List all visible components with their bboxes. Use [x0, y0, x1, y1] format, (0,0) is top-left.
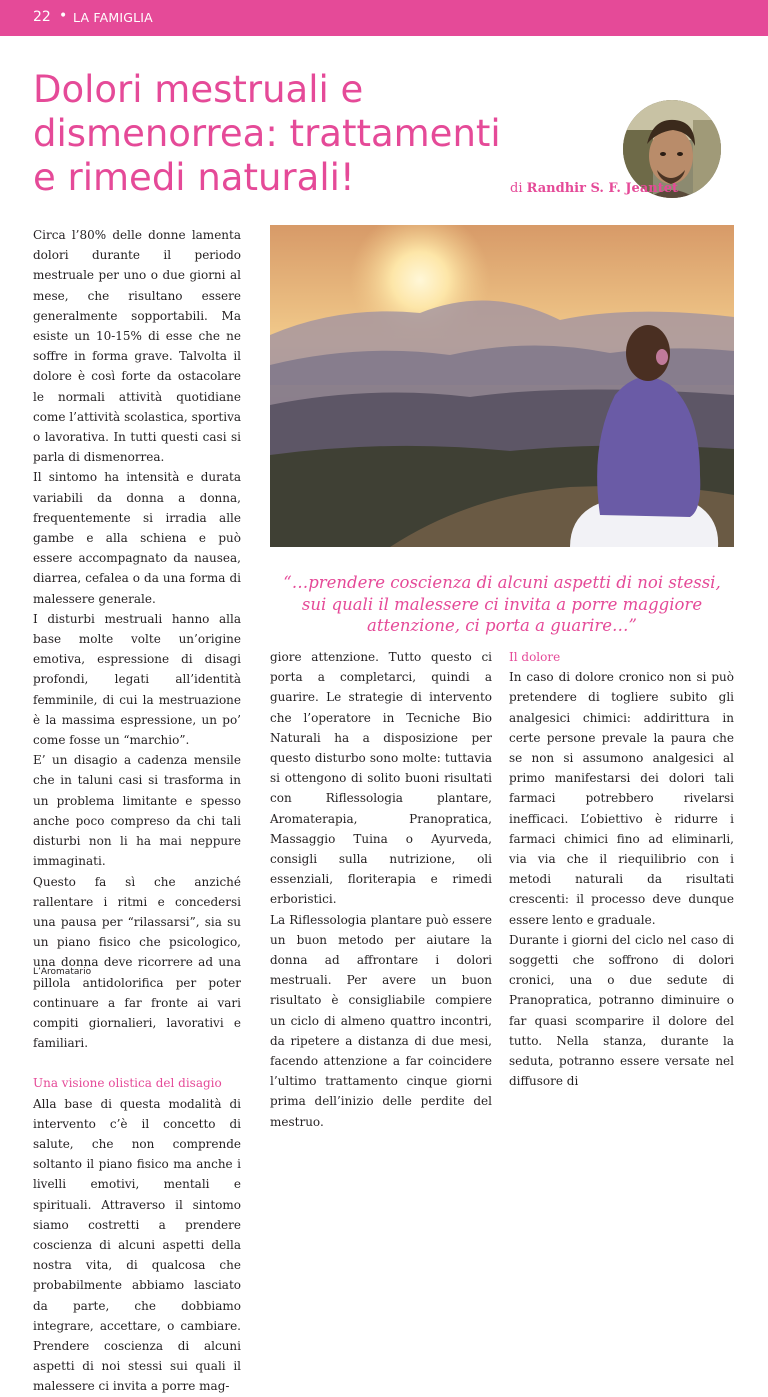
pull-quote	[270, 572, 734, 637]
meditating-woman-sunset-illustration	[270, 225, 734, 547]
section-label: LA FAMIGLIA	[73, 10, 153, 25]
title-line: dismenorrea: trattamenti	[33, 112, 501, 155]
column-1	[33, 225, 241, 1397]
paragraph: Questo fa sì che anziché rallentare i ritmi e concedersi una pausa per “rilassarsi”, sia su un piano fisico che psicologico, una donna deve ricorrere ad una pillola antidolorifica per poter continuare a far fronte ai vari compiti giornalieri, lavorativi e familiari.	[33, 874, 241, 1051]
paragraph: Durante i giorni del ciclo nel caso di soggetti che soffrono di dolori cronici, una o due sedute di Pranopratica, potranno diminuire o far quasi scomparire il dolore del tutto. Nella stanza, durante la seduta, potranno essere versate nel diffusore di	[509, 932, 734, 1089]
column-3	[509, 647, 734, 1091]
article-title	[33, 68, 501, 200]
paragraph: La Riflessologia plantare può essere un buon metodo per aiutare la donna ad affrontare i dolori mestruali. Per avere un buon risultato è consigliabile compiere un ciclo di almeno quattro incontri, da ripetere a distanza di due mesi, facendo attenzione a far coincidere l’ultimo trattamento cinque giorni prima dell’inizio delle perdite del mestruo.	[270, 912, 492, 1129]
paragraph: giore attenzione. Tutto questo ci porta a completarci, quindi a guarire. Le strategie di intervento che l’operatore in Tecniche Bio Naturali ha a disposizione per questo disturbo sono molte: tuttavia si ottengono di solito buoni risultati con Riflessologia plantare, Aromaterapia, Pranopratica, Massaggio Tuina o Ayurveda, consigli sulla nutrizione, oli essenziali, floriterapia e rimedi erboristici.	[270, 650, 492, 907]
column-2	[270, 647, 492, 1132]
paragraph: Il sintomo ha intensità e durata variabili da donna a donna, frequentemente si irradia alle gambe e alla schiena e può essere accompagnato da nausea, diarrea, cefalea o da una forma di malessere generale.	[33, 470, 241, 606]
paragraph: E’ un disagio a cadenza mensile che in taluni casi si trasforma in un problema limitante e spesso anche poco compreso da chi tali disturbi non li ha mai neppure immaginati.	[33, 753, 241, 869]
quote-line: sui quali il malessere ci invita a porre maggiore	[301, 594, 703, 614]
title-line: Dolori mestruali e	[33, 68, 364, 111]
subheading: Il dolore	[509, 650, 561, 664]
title-line: e rimedi naturali!	[33, 156, 355, 199]
byline	[510, 181, 678, 196]
byline-prefix: di	[510, 181, 523, 196]
paragraph: I disturbi mestruali hanno alla base molte volte un’origine emotiva, espressione di disagi profondi, legati all’identità femminile, di cui la mestruazione è la massima espressione, un po’ come fosse un “marchio”.	[33, 611, 241, 748]
quote-line: attenzione, ci porta a guarire…”	[367, 616, 637, 635]
quote-line: “…prendere coscienza di alcuni aspetti di noi stessi,	[283, 573, 721, 592]
hero-photo	[270, 225, 734, 547]
header-bar	[0, 0, 768, 36]
paragraph: Alla base di questa modalità di intervento c’è il concetto di salute, che non comprende soltanto il piano fisico ma anche i livelli emotivi, mentali e spirituali. Attraverso il sintomo siamo costretti a prendere coscienza di alcuni aspetti della nostra vita, di qualcosa che probabilmente abbiamo lasciato da parte, che dobbiamo integrare, accettare, o cambiare. Prendere coscienza di alcuni aspetti di noi stessi sui quali il malessere ci invita a porre mag-	[33, 1096, 241, 1394]
paragraph-gap	[33, 1053, 241, 1073]
author-name: Randhir S. F. Jeantet	[526, 181, 678, 196]
paragraph: In caso di dolore cronico non si può pretendere di togliere subito gli analgesici chimici: addirittura in certe persone prevale la paura che se non si assumono analgesici al primo manifestarsi dei dolori tali farmaci potrebbero rivelarsi inefficaci. L’obiettivo è ridurre i farmaci chimici fino ad eliminarli, via via che il riequilibrio con i metodi naturali da risultati crescenti: il processo deve dunque essere lento e graduale.	[509, 670, 734, 927]
subheading: Una visione olistica del disagio	[33, 1076, 222, 1091]
page-number: 22	[33, 9, 51, 25]
footer-magazine-name: L’Aromatario	[33, 967, 92, 977]
header-bullet: •	[59, 8, 68, 24]
paragraph: Circa l’80% delle donne lamenta dolori durante il periodo mestruale per uno o due giorni al mese, che risultano essere generalmente sopportabili. Ma esiste un 10-15% di esse che ne soffre in forma grave. Talvolta il dolore è così forte da ostacolare le normali attività quotidiane come l’attività scolastica, sportiva o lavorativa. In tutti questi casi si parla di dismenorrea.	[33, 228, 241, 465]
